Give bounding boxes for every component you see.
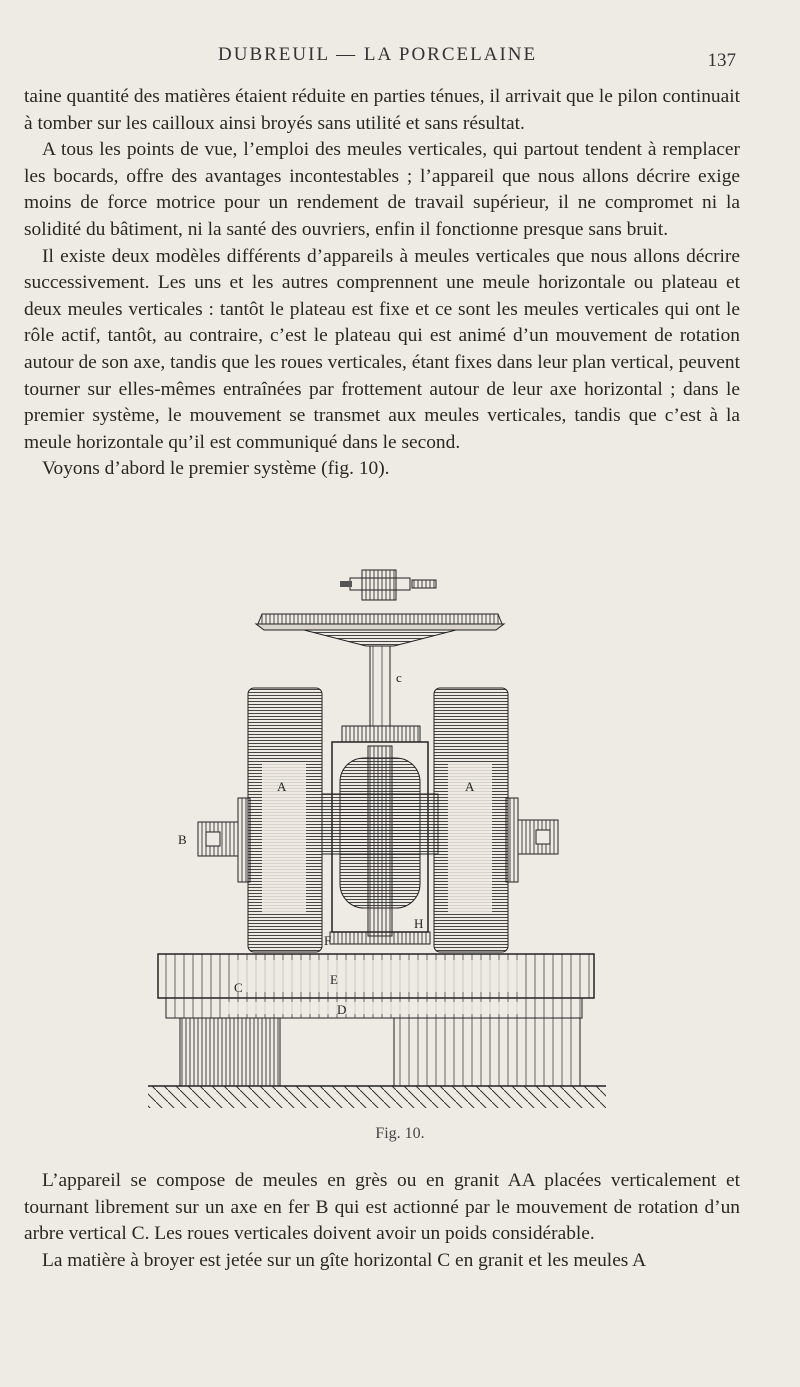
- page-number: 137: [707, 50, 736, 71]
- body-text-bottom: [24, 1168, 740, 1274]
- top-gear-assembly: [340, 570, 436, 600]
- label-c-base: C: [234, 980, 243, 995]
- left-axle-hub: [198, 822, 238, 856]
- running-head: DUBREUIL — LA PORCELAINE: [218, 44, 538, 65]
- body-text-top: [24, 84, 740, 483]
- figure-caption: Fig. 10.: [375, 1125, 425, 1142]
- paragraph: taine quantité des matières étaient réduite en parties ténues, il arrivait que le pilon continuait à tomber sur les cailloux ainsi broyés sans utilité et sans résultat.: [24, 86, 740, 134]
- label-a-left: A: [277, 779, 287, 794]
- label-d: D: [337, 1002, 347, 1017]
- crown-wheel: [256, 614, 504, 646]
- paragraph: Il existe deux modèles différents d’appareils à meules verticales que nous allons décrire successivement. Les uns et les autres comprennent une meule horizontale ou plateau et deux meules verticales : tantôt le plateau est fixe et ce sont les meules verticales qui ont le rôle actif, tantôt, au contraire, c’est le plateau qui est animé d’un mouvement de rotation autour de son axe, tandis que les roues verticales, étant fixes dans leur plan vertical, peuvent tourner sur elles-mêmes entraînées par frottement autour de leur axe horizontal ; dans le premier système, le mouvement se transmet aux meules verticales, tandis que c’est à la meule horizontale qu’il est communiqué dans le second.: [24, 245, 740, 453]
- paragraph: A tous les points de vue, l’emploi des meules verticales, qui partout tendent à remplacer les bocards, offre des avantages incontestables ; l’appareil que nous allons décrire exige moins de force motrice pour un rendement de travail supérieur, il ne compromet ni la solidité du bâtiment, ni la santé des ouvriers, enfin il fonctionne presque sans bruit.: [24, 139, 740, 240]
- label-a-right: A: [465, 779, 475, 794]
- label-c-top: c: [396, 670, 402, 685]
- page-header: [0, 44, 800, 74]
- base-pedestal: [166, 998, 582, 1086]
- figure-edge-runner-mill: [144, 562, 614, 1122]
- paragraph: La matière à broyer est jetée sur un gîte horizontal C en granit et les meules A: [42, 1249, 647, 1271]
- label-f: F: [324, 933, 332, 948]
- label-b: B: [178, 832, 187, 847]
- label-h: H: [414, 916, 424, 931]
- right-axle-hub: [518, 820, 558, 854]
- right-millstone: [434, 688, 518, 952]
- paragraph: Voyons d’abord le premier système (fig. 10).: [42, 458, 390, 480]
- central-frame: [322, 742, 438, 944]
- left-millstone: [238, 688, 322, 952]
- ground-hatching: [148, 1086, 606, 1108]
- paragraph: L’appareil se compose de meules en grès ou en granit AA placées verticalement et tournant librement sur un axe en fer B qui est actionné par le mouvement de rotation d’un arbre vertical C. Les roues verticales doivent avoir un poids considérable.: [24, 1170, 740, 1245]
- vertical-shaft: [370, 646, 390, 726]
- label-e: E: [330, 972, 338, 987]
- mill-engraving: [144, 562, 614, 1122]
- shaft-collar: [342, 726, 420, 742]
- granite-bed: [158, 954, 594, 998]
